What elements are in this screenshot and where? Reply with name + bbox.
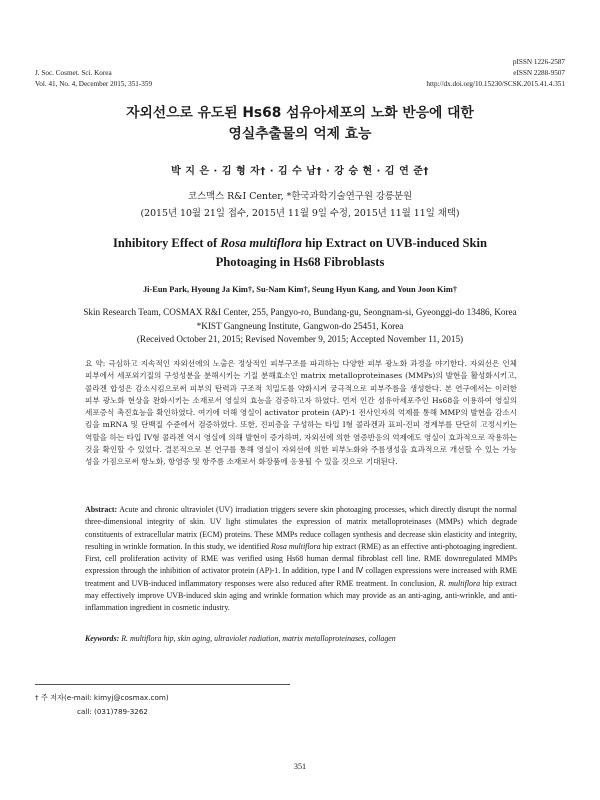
korean-abstract-label: 요 약: [85, 359, 106, 368]
korean-abstract [85, 358, 517, 469]
footnote-phone: call: (031)789-3262 [77, 707, 148, 716]
species-name: Rosa multiflora [220, 236, 302, 250]
korean-dates: (2015년 10월 21일 접수, 2015년 11월 9일 수정, 2015년 11월 11일 채택) [140, 208, 460, 219]
korean-authors: 박 지 은 · 김 형 자† · 김 수 남† · 강 승 현 · 김 연 준† [171, 166, 429, 177]
footnote-divider [35, 684, 290, 685]
journal-name: J. Soc. Cosmet. Sci. Korea [35, 69, 112, 77]
footnote-email: † 주 저자(e-mail: kimyj@cosmax.com) [35, 693, 169, 702]
english-affiliation-kist: *KIST Gangneung Institute, Gangwon-do 25451, Korea [196, 320, 404, 331]
korean-abstract-text: 극심하고 지속적인 자외선에의 노출은 정상적인 피부구조를 파괴하는 다양한 피부 광노화 과정을 야기한다. 자외선은 인체 피부에서 세포외기질의 구성성분을 분해시키는 기질 분해효소인 matrix metalloproteinases (MMPs)의 발현을 활성화시키고, 콜라겐 합성은 감소시킴으로써 피부의 탄력과 구조적 치밀도를 약화시켜 궁극적으로 피부주름을 생성한다. 본 연구에서는 이러한 피부 광노화 현상을 완화시키는 소재로서 영실의 효능을 검증하고자 하였다. 먼저 인간 섬유아세포주인 Hs68을 이용하여 영실의 세포증식 촉진효능을 확인하였다. 여기에 더해 영실이 activator protein (AP)-1 전사인자의 억제를 통해 MMP의 발현을 감소시킴을 mRNA 및 단백질 수준에서 검증하였다. 또한, 진피층을 구성하는 타입 I형 콜라겐과 표피-진피 경계부를 단단히 고정시키는 역할을 하는 타입 IV형 콜라겐 역시 영실에 의해 발현이 증가하며, 자외선에 의한 염증반응의 억제에도 영실이 효과적으로 작용하는 것을 확인할 수 있었다. 결론적으로 본 연구를 통해 영실이 자외선에 의한 피부노화와 주름생성을 효과적으로 개선할 수 있는 가능성을 가짐으로써 항노화, 항염증 및 항주름 소재로서 화장품에 응용될 수 있을 것으로 기대된다. [85, 359, 517, 467]
english-title-text: Inhibitory Effect of [112, 236, 221, 250]
english-title [0, 234, 600, 272]
issn-doi-block [426, 57, 565, 90]
english-title-line-2: Photoaging in Hs68 Fibroblasts [215, 255, 385, 269]
english-abstract-text: hip extract may effectively improve UVB-induced skin aging and wrinkle formation which may provide as an anti-aging, anti-wrinkle, and anti-inflammation ingredient in cosmetic industry. [85, 578, 518, 613]
species-name: R. multiflora [438, 578, 481, 588]
eissn: eISSN 2288-9507 [513, 69, 565, 77]
keywords-text: R. multiflora hip, skin aging, ultraviolet radiation, matrix metalloproteinases, collagen [121, 634, 396, 643]
english-dates: (Received October 21, 2015; Revised November 9, 2015; Accepted November 11, 2015) [136, 334, 464, 344]
english-affiliation [0, 306, 600, 347]
keywords-label: Keywords: [85, 634, 120, 643]
english-abstract-text: hip extract (RME) as an effective anti-photoaging ingredient. First, cell proliferation activity of RME was verified using Hs68 human dermal fibroblast cell line. RME downregulated MMPs expression through the inhibition of activator protein (AP)-1. In addition, type Ⅰ and Ⅳ collagen expressions were increased with RME treatment and UVB-induced inflammatory responses were also reduced after RME treatment. In conclusion, [85, 541, 517, 588]
journal-volume: Vol. 41, No. 4, December 2015, 351-359 [35, 80, 153, 88]
english-title-line-1 [0, 234, 600, 253]
english-abstract-label: Abstract: [85, 505, 118, 514]
doi-link[interactable]: http://dx.doi.org/10.15230/SCSK.2015.41.4.351 [426, 80, 565, 88]
english-abstract-text: Acute and chronic ultraviolet (UV) irradiation triggers severe skin photoaging processes, which directly disrupt the normal three-dimensional integrity of skin. UV light stimulates the expression of matrix metalloproteinases (MMPs) which degrade constituents of extracellular matrix (ECM) proteins. These MMPs reduce collagen synthesis and decrease skin elasticity and integrity, resulting in wrinkle formation. In this study, we identified [85, 505, 517, 551]
korean-title-line-2: 영실추출물의 억제 효능 [228, 126, 372, 142]
korean-title [0, 103, 600, 145]
species-name: Rosa multiflora [270, 541, 321, 551]
journal-citation [35, 68, 152, 90]
english-affiliation-line: Skin Research Team, COSMAX R&I Center, 255, Pangyo-ro, Bundang-gu, Seongnam-si, Gyeonggi-do 13486, Korea [83, 307, 517, 317]
english-authors: Ji-Eun Park, Hyoung Ja Kim†, Su-Nam Kim†, Seung Hyun Kang, and Youn Joon Kim† [142, 285, 458, 294]
corresponding-author-footnote [35, 691, 169, 719]
korean-affiliation-line: 코스맥스 R&I Center, *한국과학기술연구원 강릉분원 [187, 191, 413, 202]
korean-title-line-1: 자외선으로 유도된 Hs68 섬유아세포의 노화 반응에 대한 [126, 105, 474, 121]
keywords [85, 634, 517, 643]
english-abstract [85, 504, 517, 615]
pissn: pISSN 1226-2587 [512, 58, 565, 66]
english-title-text: hip Extract on UVB-induced Skin [301, 236, 488, 250]
page-number: 351 [293, 762, 307, 771]
korean-affiliation [0, 188, 600, 222]
